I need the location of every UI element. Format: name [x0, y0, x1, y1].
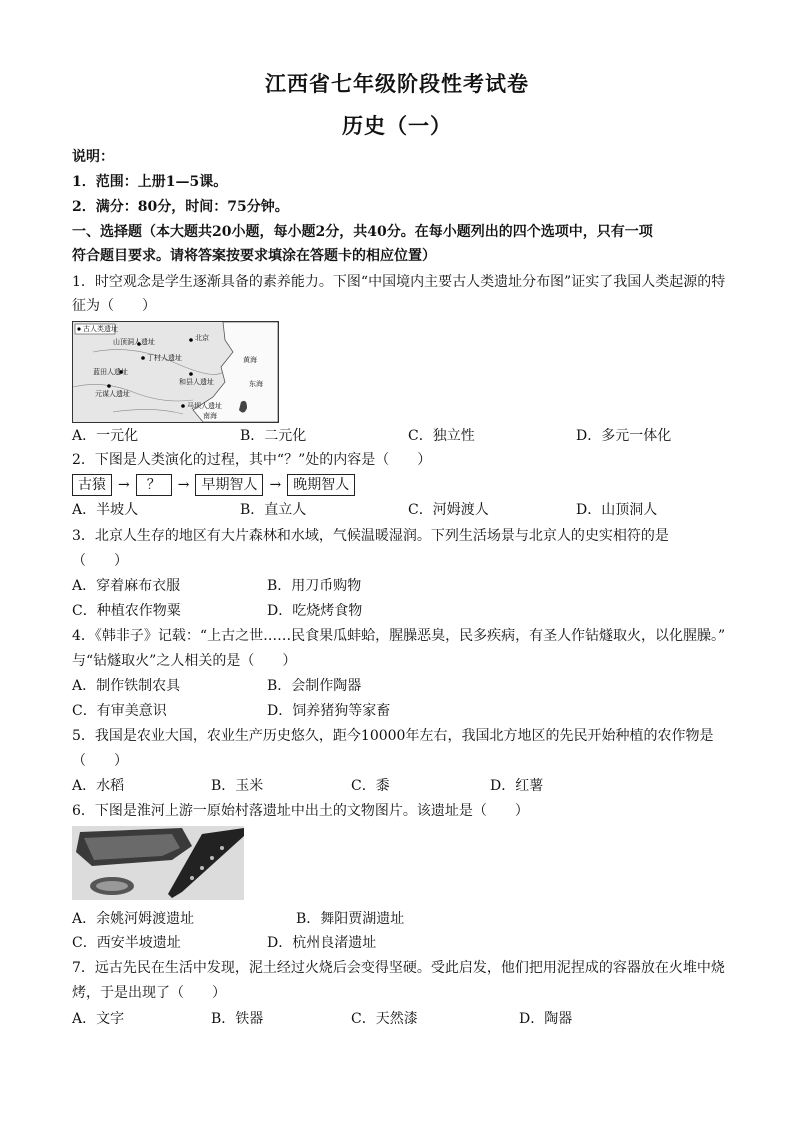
q4-option-b[interactable]: B．会制作陶器	[267, 678, 362, 694]
q4-option-c[interactable]: C．有审美意识	[72, 703, 167, 719]
q6-option-a[interactable]: A．余姚河姆渡遗址	[72, 911, 195, 927]
q7-option-c[interactable]: C．天然漆	[351, 1011, 418, 1027]
q1-option-c[interactable]: C．独立性	[408, 428, 475, 444]
q1-option-b[interactable]: B．二元化	[240, 428, 307, 444]
bone-flute-artifact-image	[72, 826, 244, 900]
flow-box: 古猿	[72, 474, 112, 496]
section-instructions-line2: 符合题目要求。请将答案按要求填涂在答题卡的相应位置）	[72, 248, 436, 264]
q3-option-b[interactable]: B．用刀币购物	[267, 578, 362, 594]
arrow-right-icon: →	[118, 477, 130, 493]
map-label: 马坝人遗址	[187, 402, 222, 410]
q5-option-c[interactable]: C．黍	[351, 778, 390, 794]
q3-stem-line2: （ ）	[72, 553, 128, 569]
q3-stem-line1: 3．北京人生存的地区有大片森林和水域，气候温暖湿润。下列生活场景与北京人的史实相符的是	[72, 528, 669, 544]
q5-option-b[interactable]: B．玉米	[211, 778, 264, 794]
evolution-flow	[72, 474, 355, 496]
q3-option-d[interactable]: D．吃烧烤食物	[267, 603, 363, 619]
q4-option-d[interactable]: D．饲养猪狗等家畜	[267, 703, 391, 719]
q3-option-c[interactable]: C．种植农作物粟	[72, 603, 181, 619]
q6-option-d[interactable]: D．杭州良渚遗址	[267, 935, 377, 951]
q2-option-c[interactable]: C．河姆渡人	[408, 502, 489, 518]
map-label: 蓝田人遗址	[93, 368, 128, 376]
q1-stem-line2: 征为（ ）	[72, 298, 156, 314]
artifact-drawing	[72, 826, 244, 900]
q7-stem-line2: 烤，于是出现了（ ）	[72, 985, 226, 1001]
map-label: 元谋人遗址	[95, 390, 130, 398]
q6-stem: 6．下图是淮河上游一原始村落遗址中出土的文物图片。该遗址是（ ）	[72, 803, 529, 819]
ancient-human-sites-map	[72, 321, 279, 423]
q1-option-d[interactable]: D．多元一体化	[576, 428, 672, 444]
q4-stem-line2: 与“钻燧取火”之人相关的是（ ）	[72, 653, 297, 669]
map-legend: 古人类遗址	[83, 325, 118, 333]
q5-stem-line1: 5．我国是农业大国，农业生产历史悠久，距今10000年左右，我国北方地区的先民开始种植的农作物是	[72, 728, 714, 744]
map-label: 南海	[203, 412, 217, 420]
map-label: 北京	[195, 334, 209, 342]
q4-stem-line1: 4．《韩非子》记载：“上古之世……民食果瓜蚌蛤，腥臊恶臭，民多疾病，有圣人作钻燧取火，以化腥臊。”	[72, 628, 726, 644]
map-label: 东海	[249, 380, 263, 388]
flow-box: 早期智人	[195, 474, 263, 496]
q3-option-a[interactable]: A．穿着麻布衣服	[72, 578, 181, 594]
section-instructions-line1: 一、选择题（本大题共20小题，每小题2分，共40分。在每小题列出的四个选项中，只有一项	[72, 224, 653, 240]
q5-stem-line2: （ ）	[72, 753, 128, 769]
map-label: 和县人遗址	[179, 378, 214, 386]
notes-heading: 说明：	[72, 149, 114, 165]
q2-option-a[interactable]: A．半坡人	[72, 502, 139, 518]
q1-option-a[interactable]: A．一元化	[72, 428, 139, 444]
flow-box-unknown: ？	[136, 474, 172, 496]
arrow-right-icon: →	[177, 477, 190, 493]
q1-stem-line1: 1．时空观念是学生逐渐具备的素养能力。下图“中国境内主要古人类遗址分布图”证实了我国人类起源的特	[72, 274, 726, 290]
q7-stem-line1: 7．远古先民在生活中发现，泥土经过火烧后会变得坚硬。受此启发，他们把用泥捏成的容器放在火堆中烧	[72, 960, 725, 976]
flow-box: 晚期智人	[287, 474, 355, 496]
q5-option-d[interactable]: D．红薯	[490, 778, 544, 794]
q4-option-a[interactable]: A．制作铁制农具	[72, 678, 181, 694]
map-label: 丁村人遗址	[147, 354, 182, 362]
q7-option-d[interactable]: D．陶器	[519, 1011, 573, 1027]
q2-option-d[interactable]: D．山顶洞人	[576, 502, 658, 518]
q6-option-c[interactable]: C．西安半坡遗址	[72, 935, 181, 951]
q6-option-b[interactable]: B．舞阳贾湖遗址	[296, 911, 405, 927]
q2-stem: 2．下图是人类演化的过程，其中“？”处的内容是（ ）	[72, 452, 432, 468]
arrow-right-icon: →	[269, 477, 282, 493]
q5-option-a[interactable]: A．水稻	[72, 778, 125, 794]
exam-title: 江西省七年级阶段性考试卷	[265, 71, 529, 96]
map-label: 山顶洞人遗址	[113, 338, 155, 346]
subject-title: 历史（一）	[342, 113, 452, 138]
note-score-time: 2．满分：80分，时间：75分钟。	[72, 199, 289, 215]
q7-option-a[interactable]: A．文字	[72, 1011, 125, 1027]
q7-option-b[interactable]: B．铁器	[211, 1011, 264, 1027]
note-scope: 1．范围：上册1—5课。	[72, 174, 228, 190]
map-label: 黄海	[243, 356, 257, 364]
q2-option-b[interactable]: B．直立人	[240, 502, 307, 518]
